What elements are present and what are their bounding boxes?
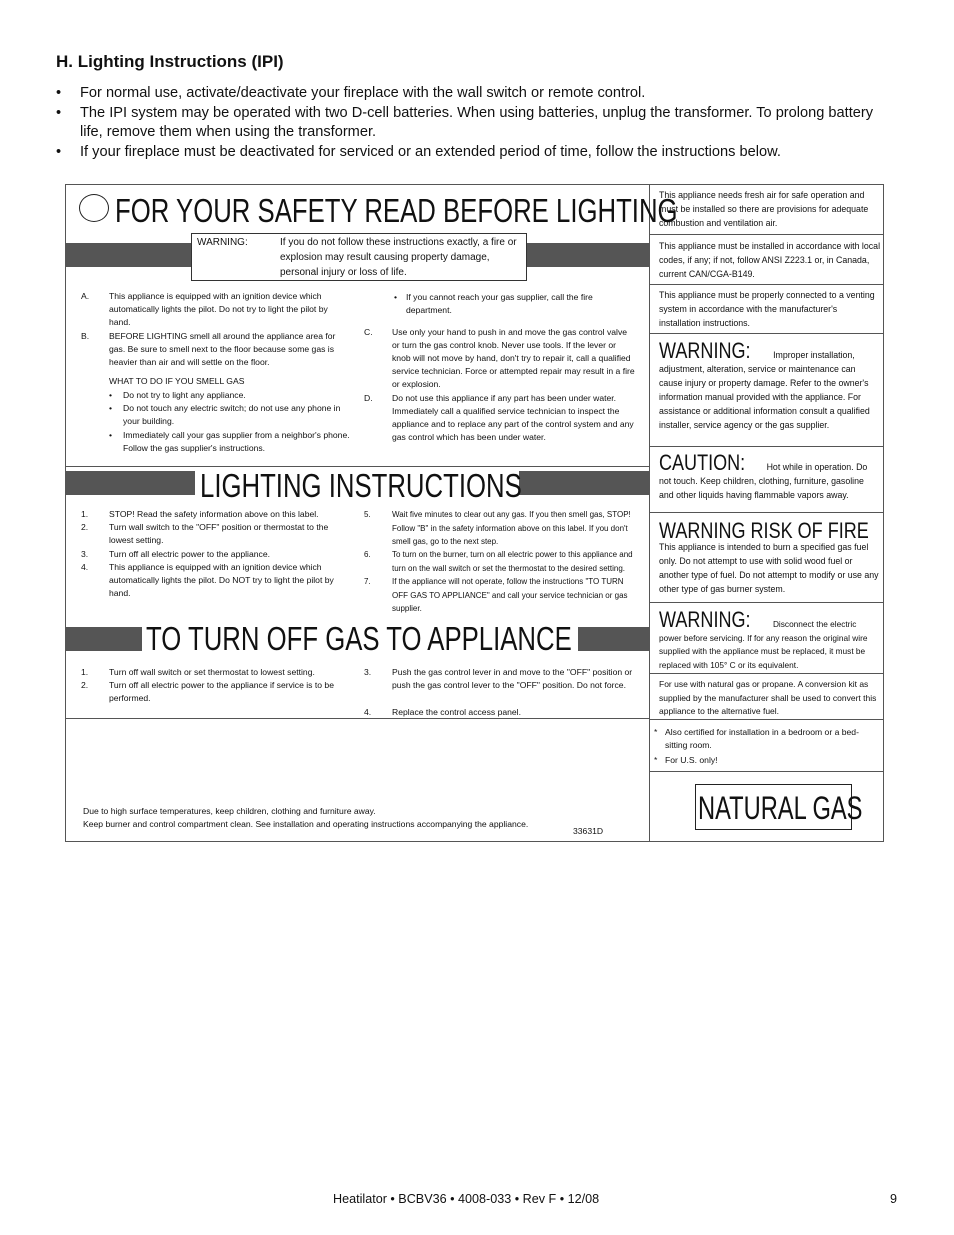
- bottom-note: Keep burner and control compartment clean. See installation and operating instructions accompanying the appliance.: [83, 819, 529, 829]
- footer-text: Heatilator • BCBV36 • 4008-033 • Rev F • 12/08: [333, 1192, 600, 1206]
- warning-heading: WARNING:: [659, 607, 751, 632]
- bottom-note: Due to high surface temperatures, keep children, clothing and furniture away.: [83, 806, 376, 816]
- part-number: 33631D: [573, 826, 604, 836]
- bullet-item: • If your fireplace must be deactivated for serviced or an extended period of time, follow the instructions below.: [56, 143, 898, 162]
- warning-box: [191, 233, 527, 281]
- warning-installation: WARNING: Improper installation, adjustment, alteration, service or maintenance can cause injury or property damage. Refer to the owner's information manual provided with the appliance. For assistance or additional information consult a qualified installer, service agency or the gas supplier.: [659, 338, 870, 430]
- fresh-air-text: This appliance needs fresh air for safe operation and must be installed so there are provisions for adequate combustion and ventilation air.: [659, 190, 869, 228]
- risk-of-fire: WARNING RISK OF FIRE This appliance is intended to burn a specified gas fuel only. Do not attempt to use with solid wood fuel or another type of fuel. Do not attempt to modify or use any other type of gas burner system.: [659, 518, 879, 594]
- header-bar: [66, 243, 192, 267]
- bullet-item: • For normal use, activate/deactivate your fireplace with the wall switch or remote control.: [56, 84, 898, 103]
- cert-us: For U.S. only!: [665, 755, 718, 765]
- venting-text: This appliance must be properly connected to a venting system in accordance with the manufacturer's installation instructions.: [659, 290, 875, 328]
- smell-gas-title: WHAT TO DO IF YOU SMELL GAS: [109, 376, 245, 386]
- warning-symbol-icon: [79, 194, 109, 222]
- cert-bedroom: Also certified for installation in a bedroom or a bed-sitting room.: [665, 727, 859, 750]
- warning-heading: WARNING:: [659, 338, 751, 363]
- header-bar: [66, 471, 195, 495]
- natural-gas-label: NATURAL GAS: [698, 790, 863, 826]
- header-bar: [578, 627, 649, 651]
- header-bar: [519, 471, 649, 495]
- caution-heading: CAUTION:: [659, 450, 746, 475]
- header-bar: [66, 627, 142, 651]
- lighting-title: LIGHTING INSTRUCTIONS: [200, 467, 522, 504]
- asterisk: *: [654, 755, 658, 765]
- instruction-bullets: [56, 84, 898, 163]
- header-bar: [527, 243, 649, 267]
- codes-text: This appliance must be installed in accordance with local codes, if any; if not, follow ANSI Z223.1 or, in Canada, current CAN/CGA-B149.: [659, 241, 881, 279]
- warning-label: WARNING:: [197, 237, 248, 248]
- section-title: H. Lighting Instructions (IPI): [56, 52, 284, 71]
- caution-hot: CAUTION: Hot while in operation. Do not touch. Keep children, clothing, furniture, gasoline and other liquids having flammable vapors away.: [659, 450, 868, 500]
- page-number: 9: [890, 1192, 898, 1206]
- bullet-item: • The IPI system may be operated with two D-cell batteries. When using batteries, unplug the transformer. To prolong battery life, remove them when using the transformer.: [56, 104, 898, 142]
- warning-electric: WARNING: Disconnect the electric power before servicing. If for any reason the original wire supplied with the appliance must be replaced, it must be replaced with 105° C or its equivalent.: [659, 607, 868, 670]
- asterisk: *: [654, 727, 658, 737]
- safety-title: FOR YOUR SAFETY READ BEFORE LIGHTING: [115, 192, 678, 229]
- turn-off-title: TO TURN OFF GAS TO APPLIANCE: [146, 620, 572, 657]
- conversion-text: For use with natural gas or propane. A conversion kit as supplied by the manufacturer shall be used to convert this appliance to the alternative fuel.: [659, 679, 877, 716]
- warning-text: If you do not follow these instructions exactly, a fire or explosion may result causing property damage, personal injury or loss of life.: [280, 237, 517, 278]
- fire-heading: WARNING RISK OF FIRE: [659, 518, 869, 543]
